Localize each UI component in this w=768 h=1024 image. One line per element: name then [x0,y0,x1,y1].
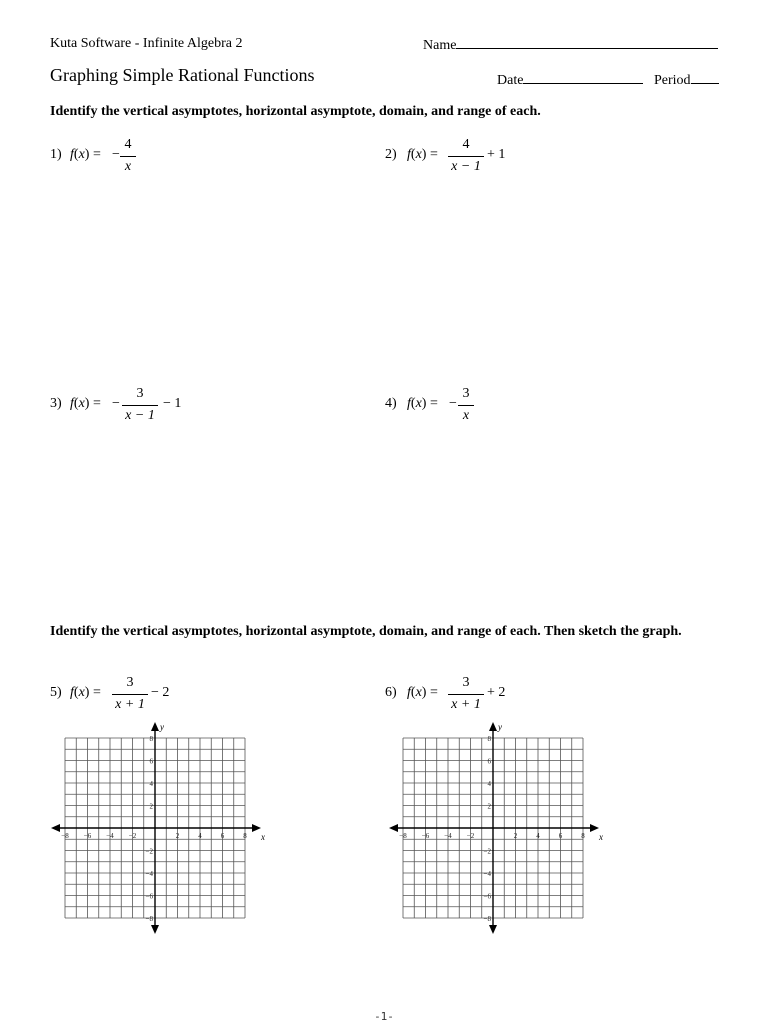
date-field [497,71,643,89]
x-tick-label: −4 [106,832,114,840]
y-tick-label: 2 [487,802,491,811]
problem-number: 1) [50,147,62,162]
x-axis-arrow-left [51,824,60,832]
y-axis-arrow-up [151,722,159,731]
problem-2 [385,138,625,178]
y-tick-label: 2 [149,802,153,811]
name-field [423,36,718,54]
function-sign: − [449,396,457,411]
y-axis-arrow-down [489,925,497,934]
fraction-denominator: x [124,159,132,174]
worksheet-title: Graphing Simple Rational Functions [50,65,315,85]
y-tick-label: −6 [145,892,153,901]
function-tail: + 1 [487,147,506,162]
function-variable: x [415,396,422,411]
fraction-bar [448,156,484,157]
function-variable: x [78,396,85,411]
instructions-part1: Identify the vertical asymptotes, horizontal asymptote, domain, and range of each. [50,104,541,119]
function-lhs: f(x) = [407,396,438,411]
function-name: f [407,396,411,411]
instructions-part2: Identify the vertical asymptotes, horizontal asymptote, domain, and range of each. Then sketch the graph. [50,624,682,639]
function-sign: − [112,396,120,411]
function-variable: x [415,147,422,162]
x-axis-arrow-right [590,824,599,832]
problem-3 [50,387,290,427]
function-name: f [70,147,74,162]
function-variable: x [78,147,85,162]
x-tick-label: 8 [581,832,585,840]
x-tick-label: 2 [513,832,518,840]
problem-1 [50,138,290,178]
x-tick-label: −8 [399,832,407,840]
fraction-numerator: 3 [136,386,144,401]
problem-5 [50,676,290,716]
y-tick-label: 8 [149,735,153,743]
fraction-bar [122,405,158,406]
y-tick-label: −4 [145,870,153,878]
fraction-numerator: 3 [126,675,134,690]
name-label: Name [423,38,457,53]
y-tick-label: 4 [487,780,491,788]
x-axis-label: x [261,832,265,842]
fraction-denominator: x + 1 [451,697,481,712]
graph-grid-6[interactable] [383,722,613,942]
x-axis-label: x [599,832,603,842]
y-axis-arrow-down [151,925,159,934]
function-tail: − 2 [151,685,170,700]
function-variable: x [415,685,422,700]
date-blank[interactable] [523,71,643,84]
x-tick-label: 6 [558,832,563,840]
y-tick-label: −8 [145,915,153,923]
fraction-denominator: x [462,408,470,423]
problem-number: 5) [50,685,62,700]
x-tick-label: −8 [61,832,69,840]
function-lhs: f(x) = [70,147,101,162]
date-label: Date [497,73,524,88]
graph-grid-5[interactable] [45,722,275,942]
problem-number: 6) [385,685,397,700]
software-label: Kuta Software - Infinite Algebra 2 [50,36,243,51]
function-lhs: f(x) = [407,147,438,162]
problem-6 [385,676,625,716]
function-name: f [407,147,411,162]
fraction-denominator: x − 1 [125,408,155,423]
function-name: f [70,685,74,700]
function-lhs: f(x) = [407,685,438,700]
period-label: Period [654,73,691,88]
y-tick-label: −6 [483,892,491,901]
function-sign: − [112,147,120,162]
x-axis-arrow-right [252,824,261,832]
x-tick-label: 6 [220,832,225,840]
y-axis-label: y [498,722,502,732]
x-tick-label: 8 [243,832,247,840]
fraction-numerator: 4 [462,137,470,152]
function-tail: − 1 [163,396,182,411]
problem-number: 2) [385,147,397,162]
x-tick-label: 4 [198,832,202,840]
function-tail: + 2 [487,685,506,700]
problem-number: 3) [50,396,62,411]
x-tick-label: −2 [466,832,475,840]
fraction-numerator: 3 [462,675,470,690]
y-tick-label: −2 [483,847,491,856]
fraction-bar [112,694,148,695]
y-tick-label: 6 [149,757,153,766]
x-tick-label: −2 [128,832,137,840]
x-axis-arrow-left [389,824,398,832]
y-axis-label: y [160,722,164,732]
fraction-denominator: x − 1 [451,159,481,174]
function-name: f [70,396,74,411]
fraction-bar [458,405,474,406]
period-blank[interactable] [691,71,719,84]
fraction-denominator: x + 1 [115,697,145,712]
function-name: f [407,685,411,700]
y-tick-label: 6 [487,757,491,766]
function-lhs: f(x) = [70,396,101,411]
fraction-numerator: 3 [462,386,470,401]
problem-4 [385,387,625,427]
name-blank[interactable] [456,36,718,49]
x-tick-label: −6 [421,832,430,840]
period-field [654,71,719,89]
y-axis-arrow-up [489,722,497,731]
fraction-bar [120,156,136,157]
function-lhs: f(x) = [70,685,101,700]
y-tick-label: 4 [149,780,153,788]
x-tick-label: −4 [444,832,452,840]
problem-number: 4) [385,396,397,411]
fraction-numerator: 4 [124,137,132,152]
page-number: -1- [374,1010,394,1023]
y-tick-label: −4 [483,870,491,878]
x-tick-label: 2 [175,832,180,840]
y-tick-label: −8 [483,915,491,923]
y-tick-label: −2 [145,847,153,856]
x-tick-label: −6 [83,832,92,840]
function-variable: x [78,685,85,700]
y-tick-label: 8 [487,735,491,743]
fraction-bar [448,694,484,695]
x-tick-label: 4 [536,832,540,840]
